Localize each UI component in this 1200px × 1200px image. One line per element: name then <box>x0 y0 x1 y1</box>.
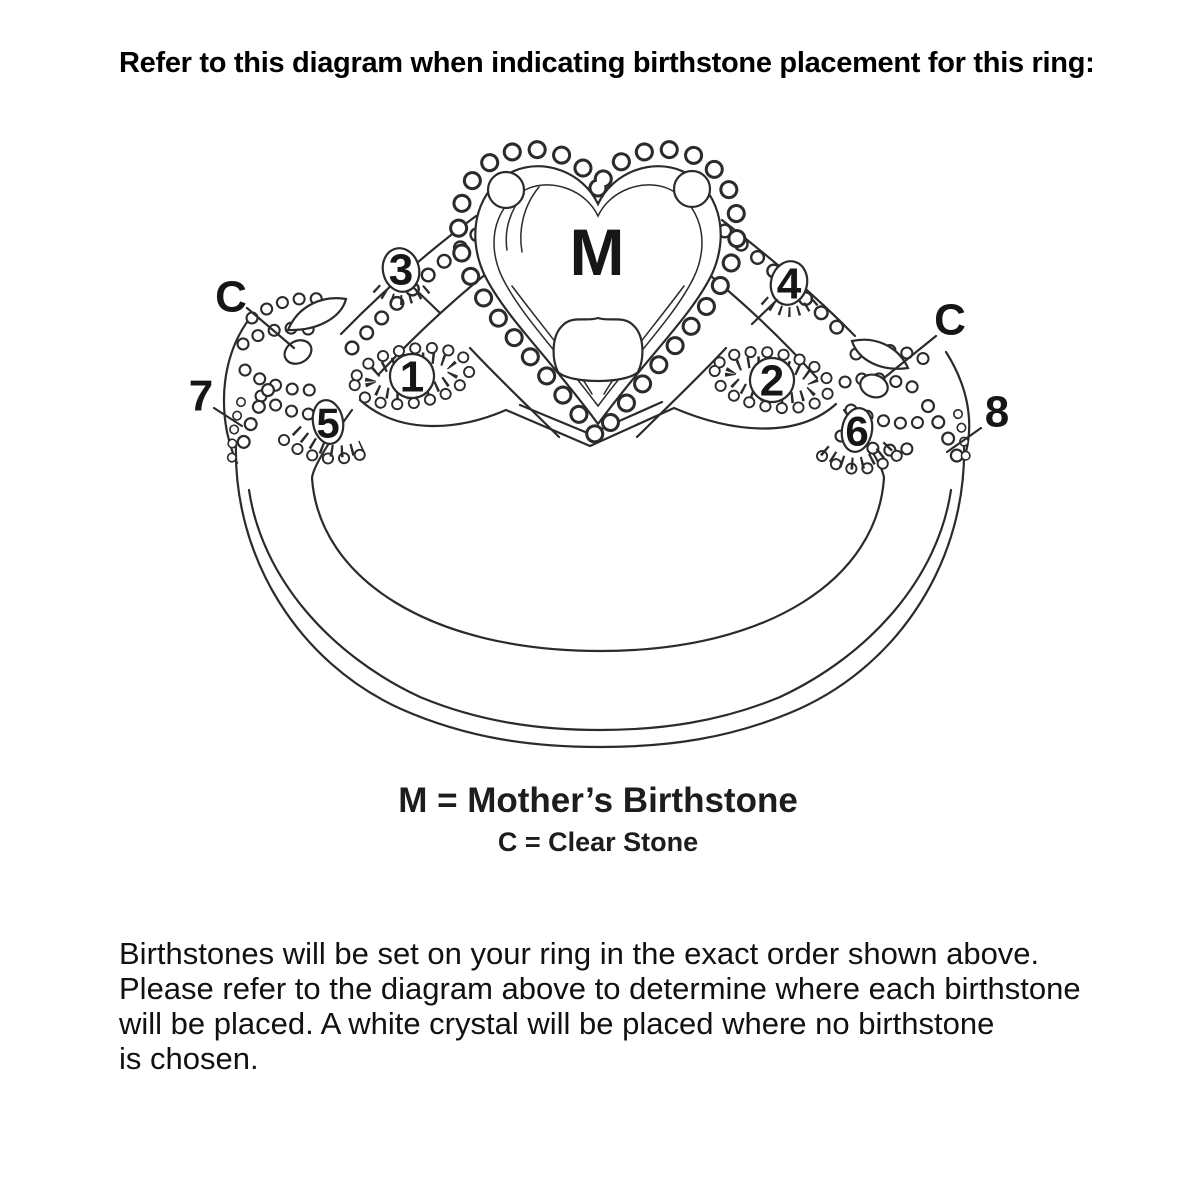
left-prong <box>488 172 524 208</box>
note-line: will be placed. A white crystal will be placed where no birthstone <box>119 1006 995 1041</box>
note-line: Birthstones will be set on your ring in the exact order shown above. <box>119 936 1040 971</box>
band-bottom-inner-edge <box>249 490 951 730</box>
band-outer-edge <box>236 444 964 747</box>
finger-hole-edge <box>312 478 884 651</box>
heart-center-stone <box>475 166 720 424</box>
note-line: is chosen. <box>119 1041 259 1076</box>
clear-stone-label-right: C <box>934 295 966 345</box>
legend-mother-line: M = Mother’s Birthstone <box>398 781 798 820</box>
position-label-1: 1 <box>399 352 425 402</box>
left-shoulder-bead-row <box>352 226 488 348</box>
position-label-3: 3 <box>388 245 414 295</box>
position-label-2: 2 <box>759 356 785 406</box>
position-label-4: 4 <box>776 259 802 309</box>
page-title: Refer to this diagram when indicating birthstone placement for this ring: <box>119 47 1095 79</box>
left-cluster <box>224 298 368 463</box>
position-label-8: 8 <box>984 387 1010 437</box>
position-label-7: 7 <box>188 371 214 421</box>
position-label-5: 5 <box>316 399 340 447</box>
center-stone-label: M <box>569 215 625 289</box>
clear-stone-label-left: C <box>215 272 247 322</box>
right-cluster <box>822 340 969 469</box>
right-prong <box>674 171 710 207</box>
placement-note <box>119 936 1081 1076</box>
heart-culet-facet <box>554 318 643 381</box>
note-line: Please refer to the diagram above to determine where each birthstone <box>119 971 1081 1006</box>
position-label-6: 6 <box>845 407 869 455</box>
legend-clear-line: C = Clear Stone <box>497 827 699 857</box>
leader-4 <box>752 300 777 324</box>
